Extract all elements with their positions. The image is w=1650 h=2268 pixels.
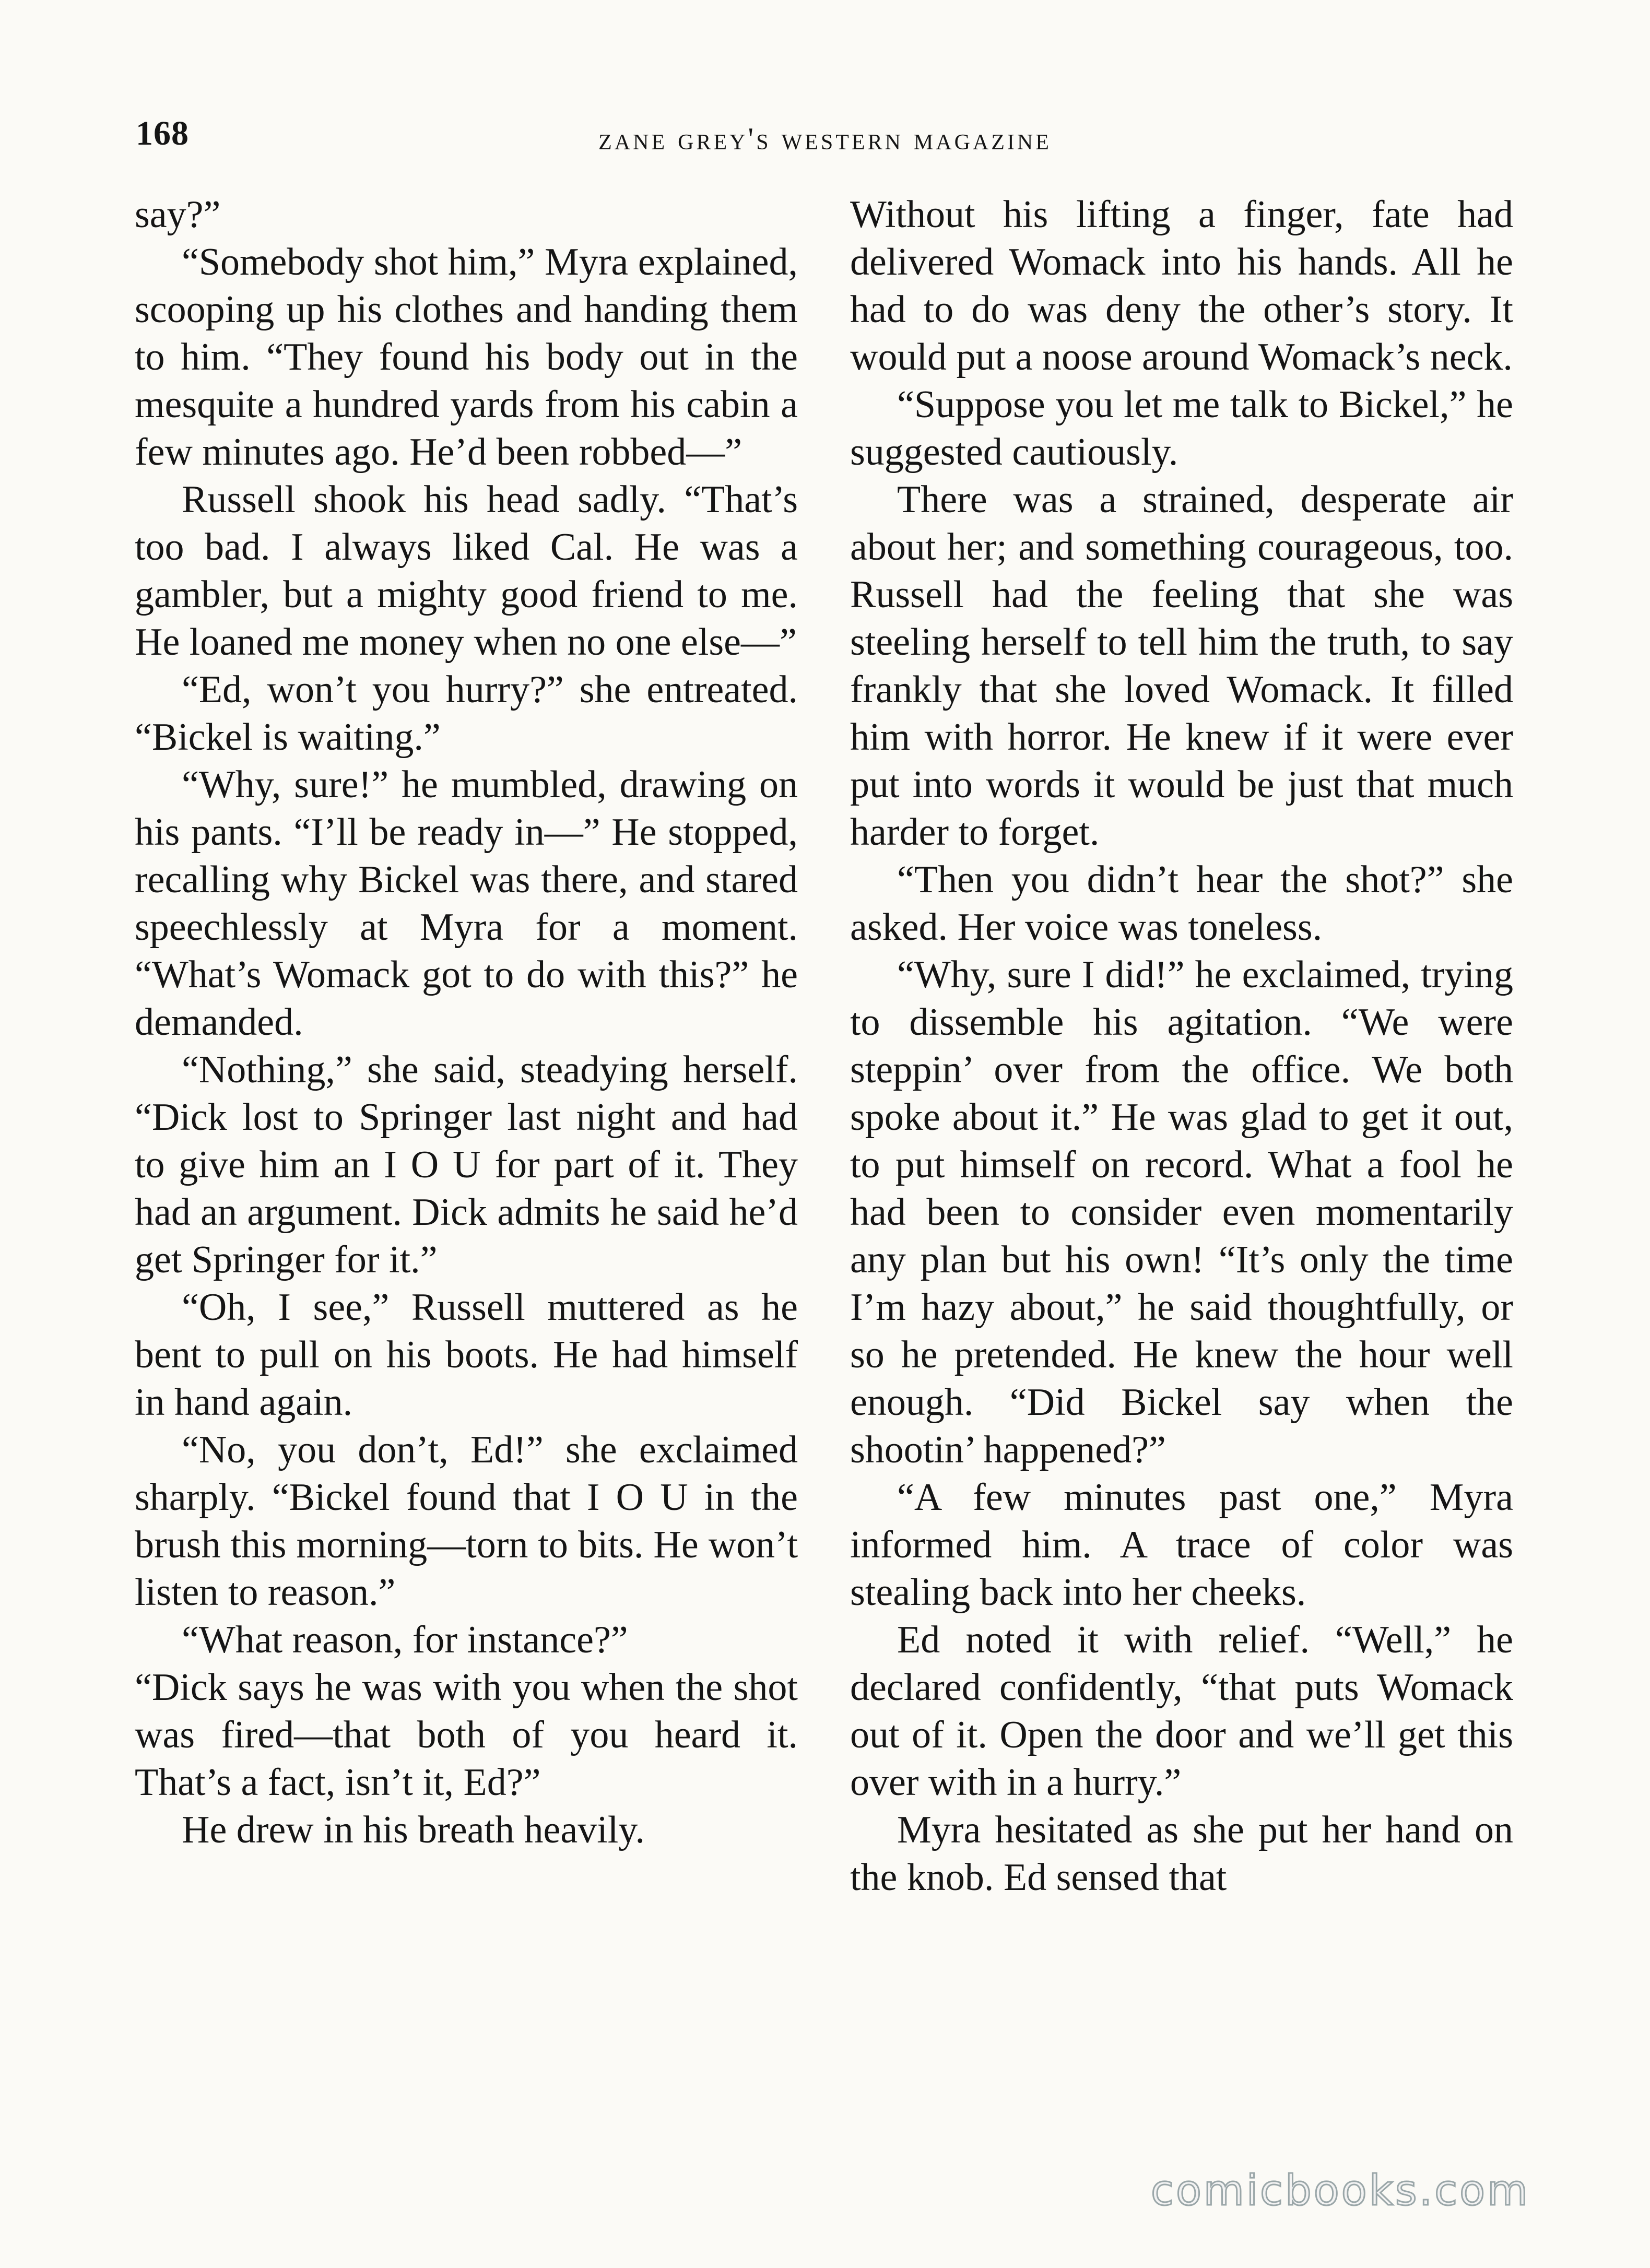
paragraph: Russell shook his head sadly. “That’s too bad. I always liked Cal. He was a gambler, but a mighty good friend to me. He loaned me money when no one else—” — [135, 478, 798, 664]
paragraph: “Why, sure I did!” he exclaimed, trying to dissemble his agitation. “We were steppin’ over from the office. We both spoke about it.” He was glad to get it out, to put himself on record. What a fool he had been to consider even momentarily any plan but his own! “It’s only the time I’m hazy about,” he said thoughtfully, or so he pretended. He knew the hour well enough. “Did Bickel say when the shootin’ happened?” — [850, 953, 1513, 1471]
paragraph: “Ed, won’t you hurry?” she entreated. “Bickel is waiting.” — [135, 668, 798, 759]
paragraph: “Why, sure!” he mumbled, drawing on his pants. “I’ll be ready in—” He stopped, recalling why Bickel was there, and stared speechlessly at Myra for a moment. “What’s Womack got to do with this?” he demanded. — [135, 763, 798, 1044]
paragraph: “Somebody shot him,” Myra explained, scooping up his clothes and handing them to him. “They found his body out in the mesquite a hundred yards from his cabin a few minutes ago. He’d been robbed—” — [135, 241, 798, 474]
paragraph: “Suppose you let me talk to Bickel,” he suggested cautiously. — [850, 383, 1513, 474]
paragraph: “No, you don’t, Ed!” she exclaimed sharply. “Bickel found that I O U in the brush this morning—torn to bits. He won’t listen to reason.” — [135, 1428, 798, 1614]
paragraph: say?” — [135, 193, 221, 236]
paragraph: “Nothing,” she said, steadying herself. “Dick lost to Springer last night and had to give him an I O U for part of it. They had an argument. Dick admits he said he’d get Springer for it.” — [135, 1048, 798, 1281]
page-number: 168 — [136, 114, 189, 152]
paragraph: He drew in his breath heavily. — [182, 1809, 645, 1851]
paragraph: “Oh, I see,” Russell muttered as he bent to pull on his boots. He had himself in hand again. — [135, 1286, 798, 1424]
paragraph: Without his lifting a finger, fate had delivered Womack into his hands. All he had to do was deny the other’s story. It would put a noose around Womack’s neck. — [850, 193, 1513, 379]
right-text-column — [850, 191, 1513, 1901]
paragraph: “What reason, for instance?” — [182, 1619, 628, 1661]
paragraph: Myra hesitated as she put her hand on the knob. Ed sensed that — [850, 1809, 1513, 1899]
left-text-column — [135, 191, 798, 1854]
paragraph: Ed noted it with relief. “Well,” he declared confidently, “that puts Womack out of it. Open the door and we’ll get this over with in a hurry.” — [850, 1619, 1513, 1804]
paragraph: “Then you didn’t hear the shot?” she asked. Her voice was toneless. — [850, 858, 1513, 949]
paragraph: “A few minutes past one,” Myra informed him. A trace of color was stealing back into her cheeks. — [850, 1476, 1513, 1614]
watermark: comicbooks.com — [1150, 2166, 1530, 2215]
paragraph: There was a strained, desperate air about her; and something courageous, too. Russell had the feeling that she was steeling herself to tell him the truth, to say frankly that she loved Womack. It filled him with horror. He knew if it were ever put into words it would be just that much harder to forget. — [850, 478, 1513, 854]
paragraph: “Dick says he was with you when the shot was fired—that both of you heard it. That’s a fact, isn’t it, Ed?” — [135, 1666, 798, 1804]
running-head: zane grey's western magazine — [598, 122, 1052, 156]
